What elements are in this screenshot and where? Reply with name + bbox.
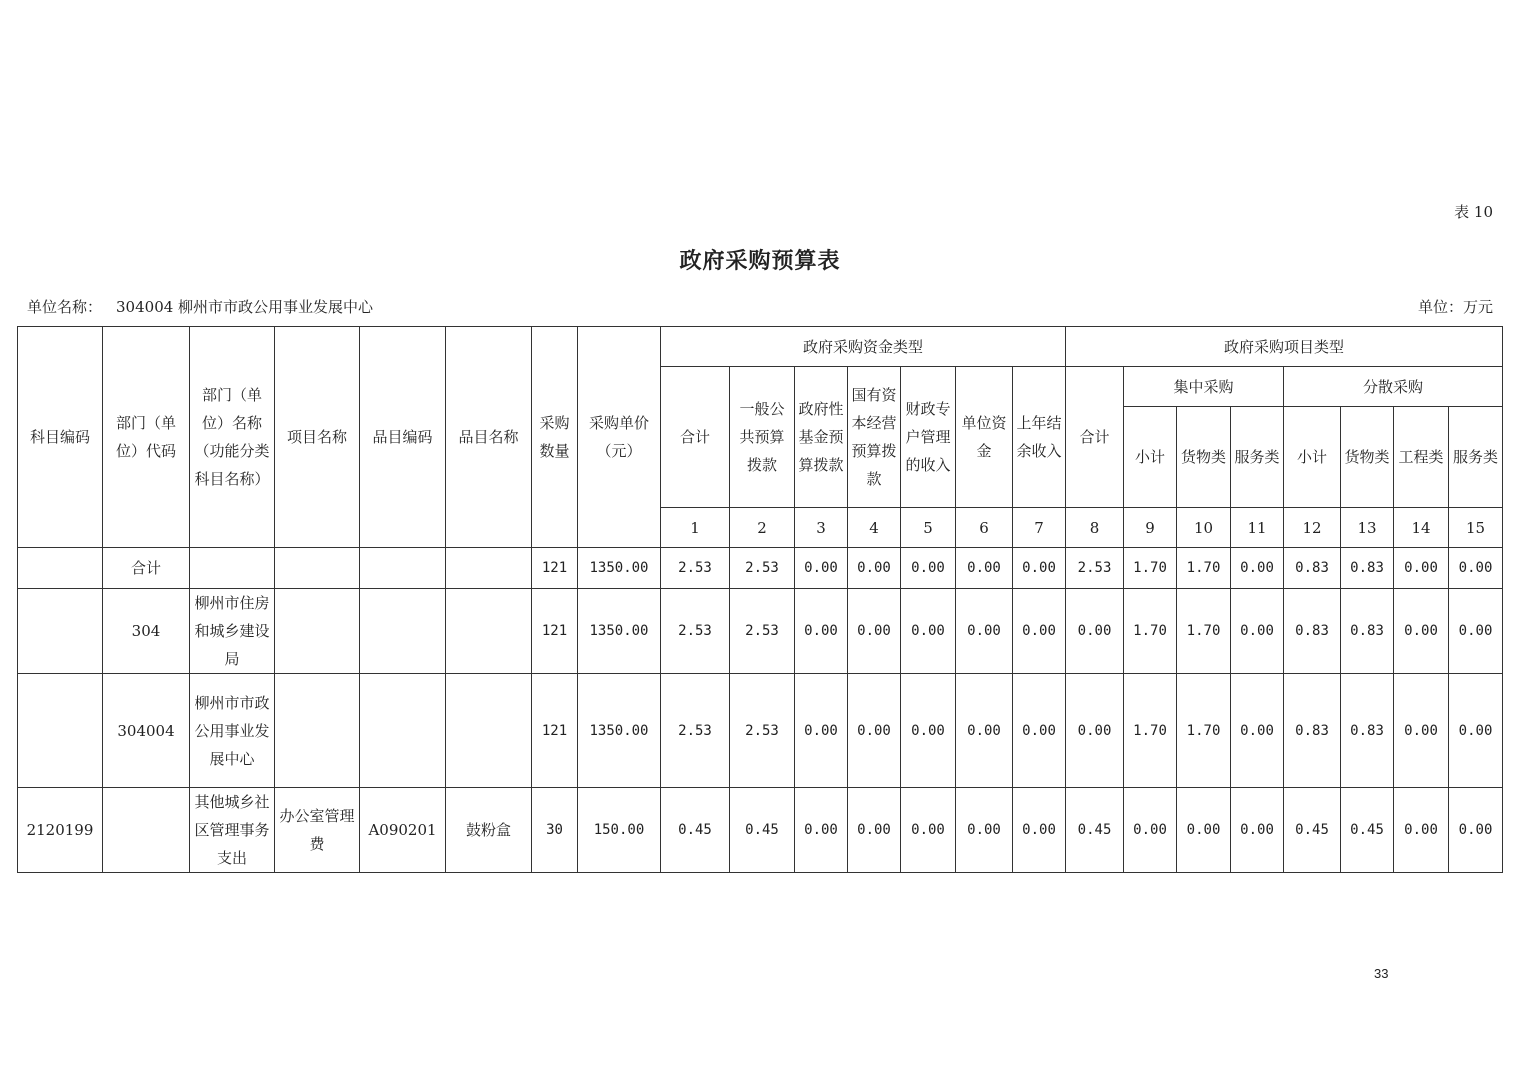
value-cell: 0.00: [1066, 674, 1124, 788]
table-row: [18, 548, 1503, 589]
value-cell: 0.00: [901, 674, 956, 788]
value-cell: 0.45: [1066, 788, 1124, 873]
header-general-budget: 一般公共预算拨款: [730, 367, 795, 508]
value-cell: 0.00: [956, 788, 1013, 873]
header-item-name: 品目名称: [446, 327, 532, 548]
header-fund-type: 政府采购资金类型: [661, 327, 1066, 367]
project-name-cell: [275, 589, 360, 674]
value-cell: 2.53: [730, 589, 795, 674]
header-dispersed-service: 服务类: [1449, 407, 1503, 508]
value-cell: 0.00: [1449, 674, 1503, 788]
header-dept-code: 部门（单位）代码: [103, 327, 190, 548]
dept-code-cell: [103, 788, 190, 873]
column-number: 11: [1231, 508, 1284, 548]
value-cell: 1.70: [1177, 548, 1231, 589]
value-cell: 0.00: [901, 788, 956, 873]
value-cell: 0.00: [1013, 674, 1066, 788]
document-title: 政府采购预算表: [679, 248, 841, 274]
value-cell: 0.83: [1284, 548, 1341, 589]
quantity-cell: 121: [532, 674, 578, 788]
value-cell: 0.00: [1066, 589, 1124, 674]
header-project-total: 合计: [1066, 367, 1124, 508]
value-cell: 1.70: [1177, 589, 1231, 674]
value-cell: 2.53: [661, 548, 730, 589]
table-number-label: 表 10: [1454, 203, 1493, 221]
header-special-account: 财政专户管理的收入: [901, 367, 956, 508]
column-number: 12: [1284, 508, 1341, 548]
value-cell: 0.00: [1124, 788, 1177, 873]
item-name-cell: 鼓粉盒: [446, 788, 532, 873]
dept-code-cell: 304004: [103, 674, 190, 788]
value-cell: 0.45: [1341, 788, 1394, 873]
value-cell: 0.00: [901, 548, 956, 589]
value-cell: 1.70: [1177, 674, 1231, 788]
value-cell: 0.00: [1394, 548, 1449, 589]
column-number: 9: [1124, 508, 1177, 548]
unit-name-value: 304004 柳州市市政公用事业发展中心: [116, 298, 374, 316]
column-number: 3: [795, 508, 848, 548]
value-cell: 0.00: [795, 788, 848, 873]
value-cell: 0.00: [848, 589, 901, 674]
subject-code-cell: [18, 589, 103, 674]
table-row: [18, 589, 1503, 674]
dept-name-cell: 柳州市市政公用事业发展中心: [190, 674, 275, 788]
item-code-cell: A090201: [360, 788, 446, 873]
value-cell: 0.00: [848, 548, 901, 589]
item-code-cell: [360, 674, 446, 788]
value-cell: 0.00: [1394, 674, 1449, 788]
header-state-capital: 国有资本经营预算拨款: [848, 367, 901, 508]
dept-name-cell: [190, 548, 275, 589]
subject-code-cell: [18, 674, 103, 788]
project-name-cell: 办公室管理费: [275, 788, 360, 873]
value-cell: 0.00: [795, 674, 848, 788]
value-cell: 2.53: [1066, 548, 1124, 589]
value-cell: 1.70: [1124, 548, 1177, 589]
header-prior-balance: 上年结余收入: [1013, 367, 1066, 508]
column-number: 5: [901, 508, 956, 548]
currency-unit-label: 单位：万元: [1417, 298, 1493, 316]
value-cell: 0.00: [848, 674, 901, 788]
value-cell: 0.00: [1394, 788, 1449, 873]
header-project-type: 政府采购项目类型: [1066, 327, 1503, 367]
header-dept-name: 部门（单位）名称（功能分类科目名称）: [190, 327, 275, 548]
column-number: 6: [956, 508, 1013, 548]
dept-name-cell: 其他城乡社区管理事务支出: [190, 788, 275, 873]
value-cell: 0.00: [795, 589, 848, 674]
table-row: [18, 788, 1503, 873]
value-cell: 2.53: [661, 674, 730, 788]
table-row: [18, 674, 1503, 788]
value-cell: 0.45: [730, 788, 795, 873]
dept-code-cell: 304: [103, 589, 190, 674]
project-name-cell: [275, 674, 360, 788]
value-cell: 0.00: [1231, 674, 1284, 788]
value-cell: 0.00: [1449, 548, 1503, 589]
item-code-cell: [360, 589, 446, 674]
dept-code-cell: 合计: [103, 548, 190, 589]
value-cell: 0.00: [1394, 589, 1449, 674]
value-cell: 0.00: [1231, 788, 1284, 873]
value-cell: 1.70: [1124, 589, 1177, 674]
unit-name-line: [27, 296, 373, 317]
value-cell: 0.00: [956, 674, 1013, 788]
unit-name-label: 单位名称：: [27, 298, 103, 316]
quantity-cell: 30: [532, 788, 578, 873]
header-centralized: 集中采购: [1124, 367, 1284, 407]
unit-price-cell: 150.00: [578, 788, 661, 873]
value-cell: 0.00: [795, 548, 848, 589]
value-cell: 0.83: [1284, 674, 1341, 788]
header-dispersed: 分散采购: [1284, 367, 1503, 407]
value-cell: 0.00: [956, 548, 1013, 589]
value-cell: 0.00: [956, 589, 1013, 674]
project-name-cell: [275, 548, 360, 589]
value-cell: 0.00: [1013, 788, 1066, 873]
unit-price-cell: 1350.00: [578, 674, 661, 788]
column-number: 10: [1177, 508, 1231, 548]
value-cell: 0.00: [1449, 589, 1503, 674]
header-unit-price: 采购单价（元）: [578, 327, 661, 548]
column-number: 4: [848, 508, 901, 548]
column-number: 7: [1013, 508, 1066, 548]
value-cell: 0.00: [901, 589, 956, 674]
value-cell: 0.45: [661, 788, 730, 873]
header-subject-code: 科目编码: [18, 327, 103, 548]
page-number: 33: [1374, 966, 1389, 981]
value-cell: 2.53: [730, 548, 795, 589]
header-centralized-goods: 货物类: [1177, 407, 1231, 508]
value-cell: 0.83: [1284, 589, 1341, 674]
quantity-cell: 121: [532, 548, 578, 589]
value-cell: 2.53: [730, 674, 795, 788]
value-cell: 0.00: [1231, 589, 1284, 674]
value-cell: 0.45: [1284, 788, 1341, 873]
subject-code-cell: [18, 548, 103, 589]
header-centralized-service: 服务类: [1231, 407, 1284, 508]
value-cell: 0.83: [1341, 589, 1394, 674]
column-number: 13: [1341, 508, 1394, 548]
header-project-name: 项目名称: [275, 327, 360, 548]
header-dispersed-subtotal: 小计: [1284, 407, 1341, 508]
header-dispersed-goods: 货物类: [1341, 407, 1394, 508]
column-number: 14: [1394, 508, 1449, 548]
item-name-cell: [446, 548, 532, 589]
header-centralized-subtotal: 小计: [1124, 407, 1177, 508]
value-cell: 0.00: [1449, 788, 1503, 873]
value-cell: 0.00: [1177, 788, 1231, 873]
value-cell: 0.00: [848, 788, 901, 873]
item-name-cell: [446, 674, 532, 788]
procurement-budget-table: [17, 326, 1503, 873]
column-number: 15: [1449, 508, 1503, 548]
header-item-code: 品目编码: [360, 327, 446, 548]
dept-name-cell: 柳州市住房和城乡建设局: [190, 589, 275, 674]
value-cell: 0.83: [1341, 674, 1394, 788]
item-name-cell: [446, 589, 532, 674]
header-fund-total: 合计: [661, 367, 730, 508]
unit-price-cell: 1350.00: [578, 589, 661, 674]
value-cell: 2.53: [661, 589, 730, 674]
value-cell: 0.83: [1341, 548, 1394, 589]
unit-price-cell: 1350.00: [578, 548, 661, 589]
subject-code-cell: 2120199: [18, 788, 103, 873]
column-number: 1: [661, 508, 730, 548]
value-cell: 1.70: [1124, 674, 1177, 788]
header-gov-fund: 政府性基金预算拨款: [795, 367, 848, 508]
column-number: 8: [1066, 508, 1124, 548]
value-cell: 0.00: [1231, 548, 1284, 589]
column-number: 2: [730, 508, 795, 548]
item-code-cell: [360, 548, 446, 589]
value-cell: 0.00: [1013, 548, 1066, 589]
value-cell: 0.00: [1013, 589, 1066, 674]
header-unit-fund: 单位资金: [956, 367, 1013, 508]
header-dispersed-works: 工程类: [1394, 407, 1449, 508]
quantity-cell: 121: [532, 589, 578, 674]
header-quantity: 采购数量: [532, 327, 578, 548]
